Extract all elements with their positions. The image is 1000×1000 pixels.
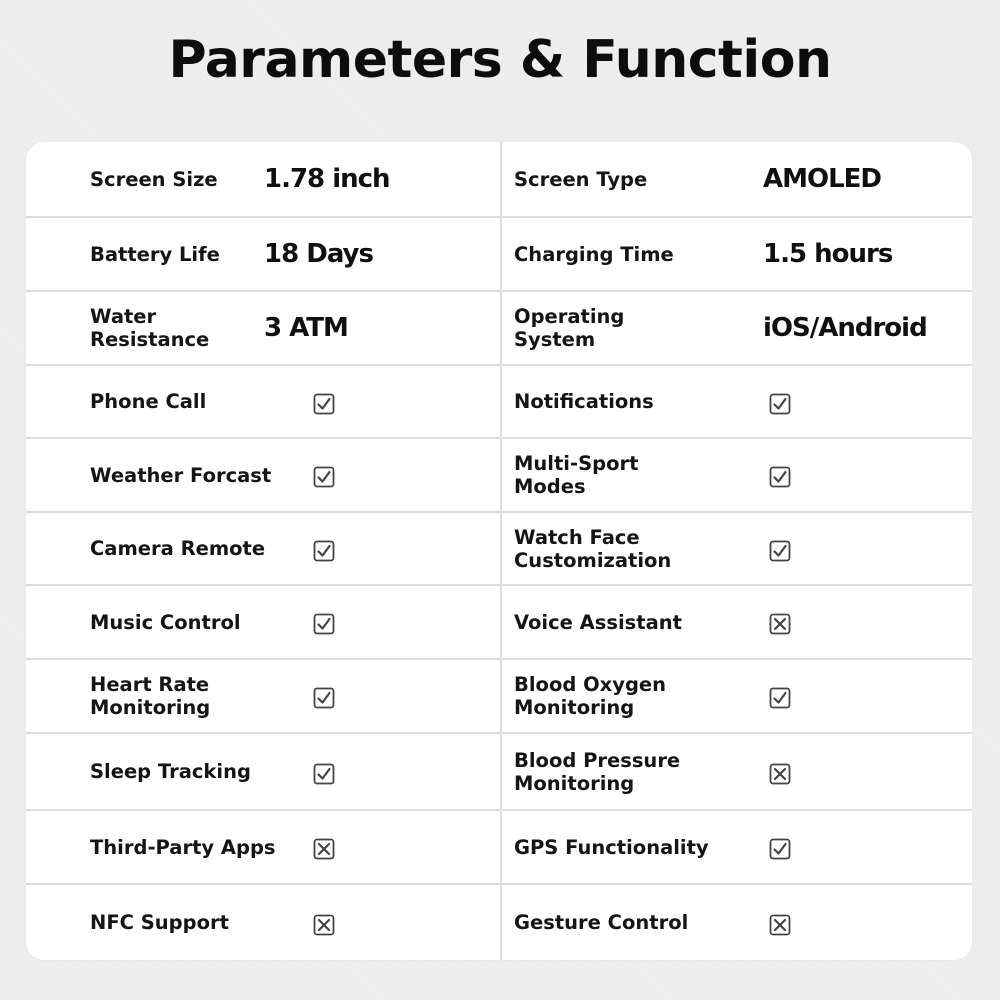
checked-box-icon (313, 613, 335, 635)
page-title: Parameters & Function (168, 30, 832, 90)
spec-cell (502, 586, 972, 658)
spec-cell (502, 885, 972, 960)
checked-box-icon (313, 540, 335, 562)
checked-box-icon (313, 466, 335, 488)
checked-box-icon (769, 466, 791, 488)
spec-value: 1.78 inch (264, 164, 390, 194)
spec-value: 18 Days (264, 239, 373, 269)
spec-value: iOS/Android (763, 313, 927, 343)
spec-cell (26, 734, 500, 809)
spec-label: Sleep Tracking (90, 760, 251, 783)
checked-box-icon (769, 540, 791, 562)
spec-value: AMOLED (763, 164, 882, 194)
spec-cell (26, 218, 500, 290)
spec-cell (502, 734, 972, 809)
spec-cell (26, 439, 500, 511)
spec-cell (502, 513, 972, 584)
spec-label: Blood Pressure Monitoring (514, 748, 681, 795)
spec-label: Screen Type (514, 167, 648, 191)
crossed-box-icon (769, 613, 791, 635)
spec-cell (502, 660, 972, 732)
spec-label: Charging Time (514, 242, 674, 266)
spec-cell (502, 218, 972, 290)
spec-cell (502, 292, 972, 364)
spec-label: Operating System (514, 305, 625, 351)
spec-cell (26, 811, 500, 883)
crossed-box-icon (313, 914, 335, 936)
spec-value: 1.5 hours (763, 239, 893, 269)
checked-box-icon (313, 687, 335, 709)
spec-cell (26, 586, 500, 658)
spec-label: Blood Oxygen Monitoring (514, 673, 667, 719)
checked-box-icon (769, 838, 791, 860)
spec-label: Third-Party Apps (90, 835, 276, 859)
spec-label: Multi-Sport Modes (514, 452, 639, 498)
spec-cell (26, 885, 500, 960)
spec-cell (502, 811, 972, 883)
spec-label: Weather Forcast (90, 463, 272, 487)
spec-cell (26, 513, 500, 584)
spec-value: 3 ATM (264, 313, 348, 343)
spec-label: Battery Life (90, 242, 220, 266)
spec-label: Camera Remote (90, 537, 266, 560)
spec-label: Notifications (514, 390, 654, 413)
checked-box-icon (313, 763, 335, 785)
crossed-box-icon (313, 838, 335, 860)
spec-cell (502, 142, 972, 216)
spec-label: NFC Support (90, 911, 229, 934)
spec-label: Voice Assistant (514, 610, 682, 634)
checked-box-icon (313, 393, 335, 415)
spec-table (26, 142, 972, 960)
spec-label: Water Resistance (90, 305, 210, 351)
checked-box-icon (769, 393, 791, 415)
crossed-box-icon (769, 914, 791, 936)
spec-label: Gesture Control (514, 911, 689, 934)
spec-cell (26, 142, 500, 216)
spec-cell (26, 660, 500, 732)
spec-cell (502, 439, 972, 511)
spec-label: Watch Face Customization (514, 525, 672, 572)
checked-box-icon (769, 687, 791, 709)
spec-cell (502, 366, 972, 437)
spec-label: Phone Call (90, 390, 207, 413)
spec-label: Screen Size (90, 167, 218, 191)
crossed-box-icon (769, 763, 791, 785)
spec-cell (26, 366, 500, 437)
spec-label: Heart Rate Monitoring (90, 673, 211, 719)
spec-cell (26, 292, 500, 364)
spec-label: GPS Functionality (514, 835, 709, 859)
spec-label: Music Control (90, 610, 241, 634)
